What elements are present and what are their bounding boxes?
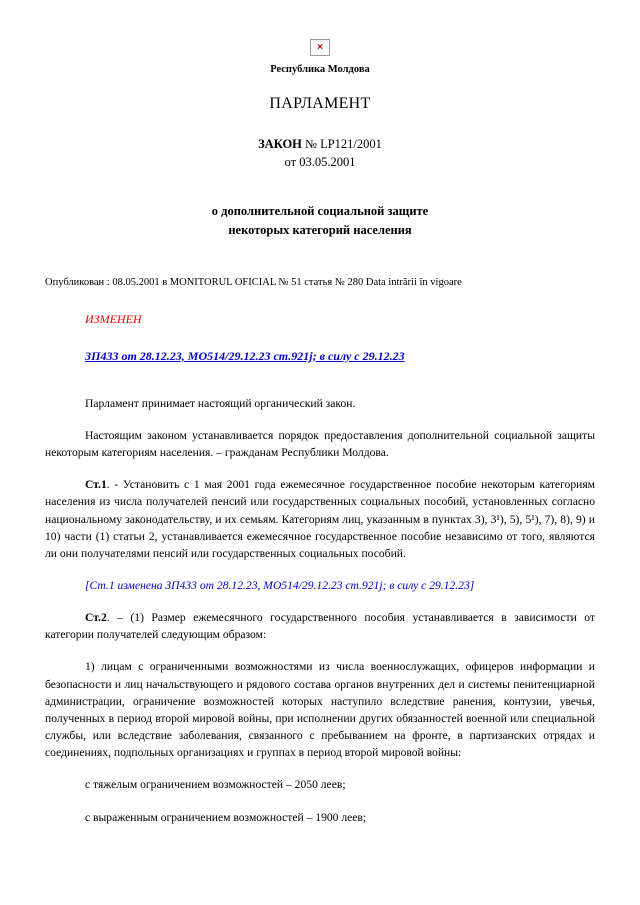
parliament-heading: ПАРЛАМЕНТ (269, 95, 371, 112)
amended-label: ИЗМЕНЕН (85, 311, 142, 326)
article-2 (45, 609, 595, 643)
article-1-amendment-note: [Ст.1 изменена ЗП433 от 28.12.23, МО514/29.12.23 ст.921j; в силу с 29.12.23] (85, 579, 475, 592)
article-1-text: . - Установить с 1 мая 2001 года ежемесячное государственное пособие некоторым категориям населения из числа получателей пенсий или государственных социальных пособий, установленных согласно национальному законодательству, и их семьям. Категориям лиц, указанным в пунктах 3), 3¹), 5), 5¹), 7), 8), 9) и 10) части (1) статьи 2, устанавливается ежемесячное государственное пособие независимо от того, являются ли они получателями пенсий или государственных социальных пособий. (45, 478, 595, 560)
document-title-line2: некоторых категорий населения (228, 223, 412, 238)
article-1-label: Ст.1 (85, 478, 107, 492)
document-title (45, 202, 595, 241)
law-number-line (45, 137, 595, 152)
amendment-link[interactable]: ЗП433 от 28.12.23, МО514/29.12.23 ст.921j; в силу с 29.12.23 (85, 348, 405, 363)
broken-image-wrapper (45, 38, 595, 56)
broken-image-icon: × (310, 39, 330, 56)
law-number: № LP121/2001 (301, 137, 382, 151)
article-2-label: Ст.2 (85, 611, 107, 625)
subitem-pronounced-limitation: с выраженным ограничением возможностей – 1900 леев; (85, 810, 367, 824)
subitem-severe-limitation: с тяжелым ограничением возможностей – 2050 леев; (85, 778, 346, 792)
document-title-line1: о дополнительной социальной защите (211, 204, 429, 218)
article-1 (45, 476, 595, 562)
republic-name: Республика Молдова (270, 64, 370, 75)
paragraph-preamble: Настоящим законом устанавливается порядок предоставления дополнительной социальной защиты некоторым категориям населения. – гражданам Республики Молдова. (45, 428, 595, 460)
publication-info: Опубликован : 08.05.2001 в MONITORUL OFICIAL № 51 статья № 280 Data intrării în vigoare (45, 276, 462, 288)
law-date: от 03.05.2001 (284, 155, 356, 169)
paragraph-intro: Парламент принимает настоящий органический закон. (85, 396, 356, 410)
article-2-text: . – (1) Размер ежемесячного государственного пособия устанавливается в зависимости от категории получателей следующим образом: (45, 611, 595, 642)
article-2-item-1: 1) лицам с ограниченными возможностями из числа военнослужащих, офицеров информации и безопасности и лиц начальствующего и рядового состава органов внутренних дел и системы пенитенциарной администрации, ограничение возможностей которых наступило вследствие ранения, контузии, увечья, полученных в период второй мировой войны, при исполнении других обязанностей военной или специальной службы, или вследствие заболевания, связанного с пребыванием на фронте, в партизанских отрядах и соединениях, подпольных организациях и группах в период второй мировой войны: (45, 660, 595, 760)
law-label: ЗАКОН (258, 137, 302, 151)
